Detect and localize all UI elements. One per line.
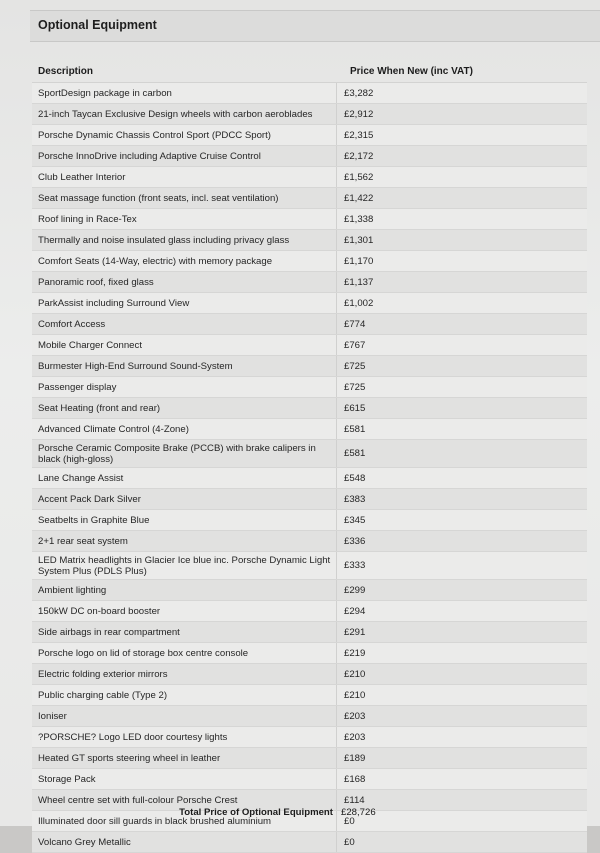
equipment-price: £0 [344, 836, 355, 848]
equipment-price: £1,170 [344, 255, 374, 267]
table-row [32, 489, 587, 510]
table-row [32, 377, 587, 398]
equipment-price: £1,422 [344, 192, 374, 204]
equipment-description: Lane Change Assist [32, 468, 337, 488]
table-row [32, 580, 587, 601]
equipment-description: 2+1 rear seat system [32, 531, 337, 551]
equipment-price: £774 [344, 318, 366, 330]
equipment-description: LED Matrix headlights in Glacier Ice blue inc. Porsche Dynamic Light System Plus (PDLS Plus) [32, 552, 337, 579]
equipment-description: Porsche Dynamic Chassis Control Sport (PDCC Sport) [32, 125, 337, 145]
equipment-description: Ambient lighting [32, 580, 337, 600]
equipment-price: £2,912 [344, 108, 374, 120]
equipment-price: £336 [344, 535, 366, 547]
equipment-price: £294 [344, 605, 366, 617]
table-row [32, 468, 587, 489]
equipment-price: £725 [344, 360, 366, 372]
table-row [32, 335, 587, 356]
equipment-price: £114 [344, 794, 365, 806]
equipment-description: Illuminated door sill guards in black brushed aluminium [32, 811, 337, 831]
equipment-description: Seat Heating (front and rear) [32, 398, 337, 418]
equipment-description: Passenger display [32, 377, 337, 397]
equipment-price: £1,137 [344, 276, 374, 288]
total-label: Total Price of Optional Equipment [179, 806, 333, 818]
equipment-price: £299 [344, 584, 366, 596]
equipment-price: £291 [344, 626, 366, 638]
section-header [30, 10, 600, 42]
equipment-description: Burmester High-End Surround Sound-System [32, 356, 337, 376]
table-row [32, 272, 587, 293]
equipment-price: £189 [344, 752, 366, 764]
equipment-price: £383 [344, 493, 366, 505]
equipment-price: £210 [344, 668, 366, 680]
table-row [32, 832, 587, 853]
table-row [32, 167, 587, 188]
equipment-price: £203 [344, 710, 366, 722]
equipment-price: £581 [344, 423, 366, 435]
equipment-description: Advanced Climate Control (4-Zone) [32, 419, 337, 439]
equipment-price: £548 [344, 472, 366, 484]
table-row [32, 125, 587, 146]
equipment-description: Seat massage function (front seats, incl. seat ventilation) [32, 188, 337, 208]
table-row [32, 314, 587, 335]
equipment-description: Seatbelts in Graphite Blue [32, 510, 337, 530]
equipment-price: £1,562 [344, 171, 374, 183]
equipment-table [32, 60, 587, 853]
table-header [32, 60, 587, 83]
equipment-price: £725 [344, 381, 366, 393]
equipment-description: Comfort Seats (14-Way, electric) with memory package [32, 251, 337, 271]
equipment-description: Porsche Ceramic Composite Brake (PCCB) with brake calipers in black (high-gloss) [32, 440, 337, 467]
table-row [32, 706, 587, 727]
table-row [32, 664, 587, 685]
equipment-description: Volcano Grey Metallic [32, 832, 337, 852]
table-row [32, 83, 587, 104]
price-column-header: Price When New (inc VAT) [350, 65, 473, 77]
equipment-description: SportDesign package in carbon [32, 83, 337, 103]
equipment-price: £210 [344, 689, 366, 701]
equipment-description: Heated GT sports steering wheel in leather [32, 748, 337, 768]
table-row [32, 552, 587, 580]
equipment-price: £2,315 [344, 129, 374, 141]
table-row [32, 230, 587, 251]
section-title: Optional Equipment [38, 18, 157, 32]
equipment-description: Wheel centre set with full-colour Porsche Crest [32, 790, 337, 810]
table-body [32, 83, 587, 853]
table-row [32, 510, 587, 531]
equipment-description: Club Leather Interior [32, 167, 337, 187]
table-row [32, 146, 587, 167]
equipment-price: £3,282 [344, 87, 374, 99]
equipment-description: Public charging cable (Type 2) [32, 685, 337, 705]
equipment-description: Porsche logo on lid of storage box centre console [32, 643, 337, 663]
equipment-description: Side airbags in rear compartment [32, 622, 337, 642]
equipment-price: £1,338 [344, 213, 374, 225]
equipment-price: £1,301 [344, 234, 374, 246]
table-row [32, 622, 587, 643]
table-row [32, 398, 587, 419]
table-row [32, 356, 587, 377]
equipment-description: 21-inch Taycan Exclusive Design wheels with carbon aeroblades [32, 104, 337, 124]
equipment-price: £345 [344, 514, 366, 526]
equipment-description: 150kW DC on-board booster [32, 601, 337, 621]
equipment-description: Roof lining in Race-Tex [32, 209, 337, 229]
table-row [32, 209, 587, 230]
table-row [32, 769, 587, 790]
table-row [32, 251, 587, 272]
table-row [32, 748, 587, 769]
description-column-header: Description [38, 65, 94, 77]
table-row [32, 419, 587, 440]
table-row [32, 601, 587, 622]
equipment-description: Accent Pack Dark Silver [32, 489, 337, 509]
equipment-price: £615 [344, 402, 366, 414]
equipment-description: Comfort Access [32, 314, 337, 334]
equipment-price: £1,002 [344, 297, 374, 309]
equipment-description: Ioniser [32, 706, 337, 726]
equipment-price: £203 [344, 731, 366, 743]
equipment-description: Panoramic roof, fixed glass [32, 272, 337, 292]
table-row [32, 188, 587, 209]
table-row [32, 643, 587, 664]
equipment-description: Electric folding exterior mirrors [32, 664, 337, 684]
equipment-price: £219 [344, 647, 366, 659]
total-row [32, 803, 587, 821]
equipment-description: Mobile Charger Connect [32, 335, 337, 355]
table-row [32, 531, 587, 552]
table-row [32, 727, 587, 748]
equipment-price: £168 [344, 773, 366, 785]
table-row [32, 293, 587, 314]
equipment-price: £581 [344, 448, 366, 459]
equipment-description: ?PORSCHE? Logo LED door courtesy lights [32, 727, 337, 747]
table-row [32, 685, 587, 706]
equipment-price: £2,172 [344, 150, 374, 162]
equipment-description: Thermally and noise insulated glass including privacy glass [32, 230, 337, 250]
table-row [32, 104, 587, 125]
equipment-price: £333 [344, 560, 366, 571]
equipment-description: ParkAssist including Surround View [32, 293, 337, 313]
equipment-price: £767 [344, 339, 366, 351]
equipment-description: Storage Pack [32, 769, 337, 789]
equipment-price: £0 [344, 815, 355, 827]
equipment-description: Porsche InnoDrive including Adaptive Cruise Control [32, 146, 337, 166]
table-row [32, 440, 587, 468]
total-value: £28,726 [341, 806, 376, 818]
